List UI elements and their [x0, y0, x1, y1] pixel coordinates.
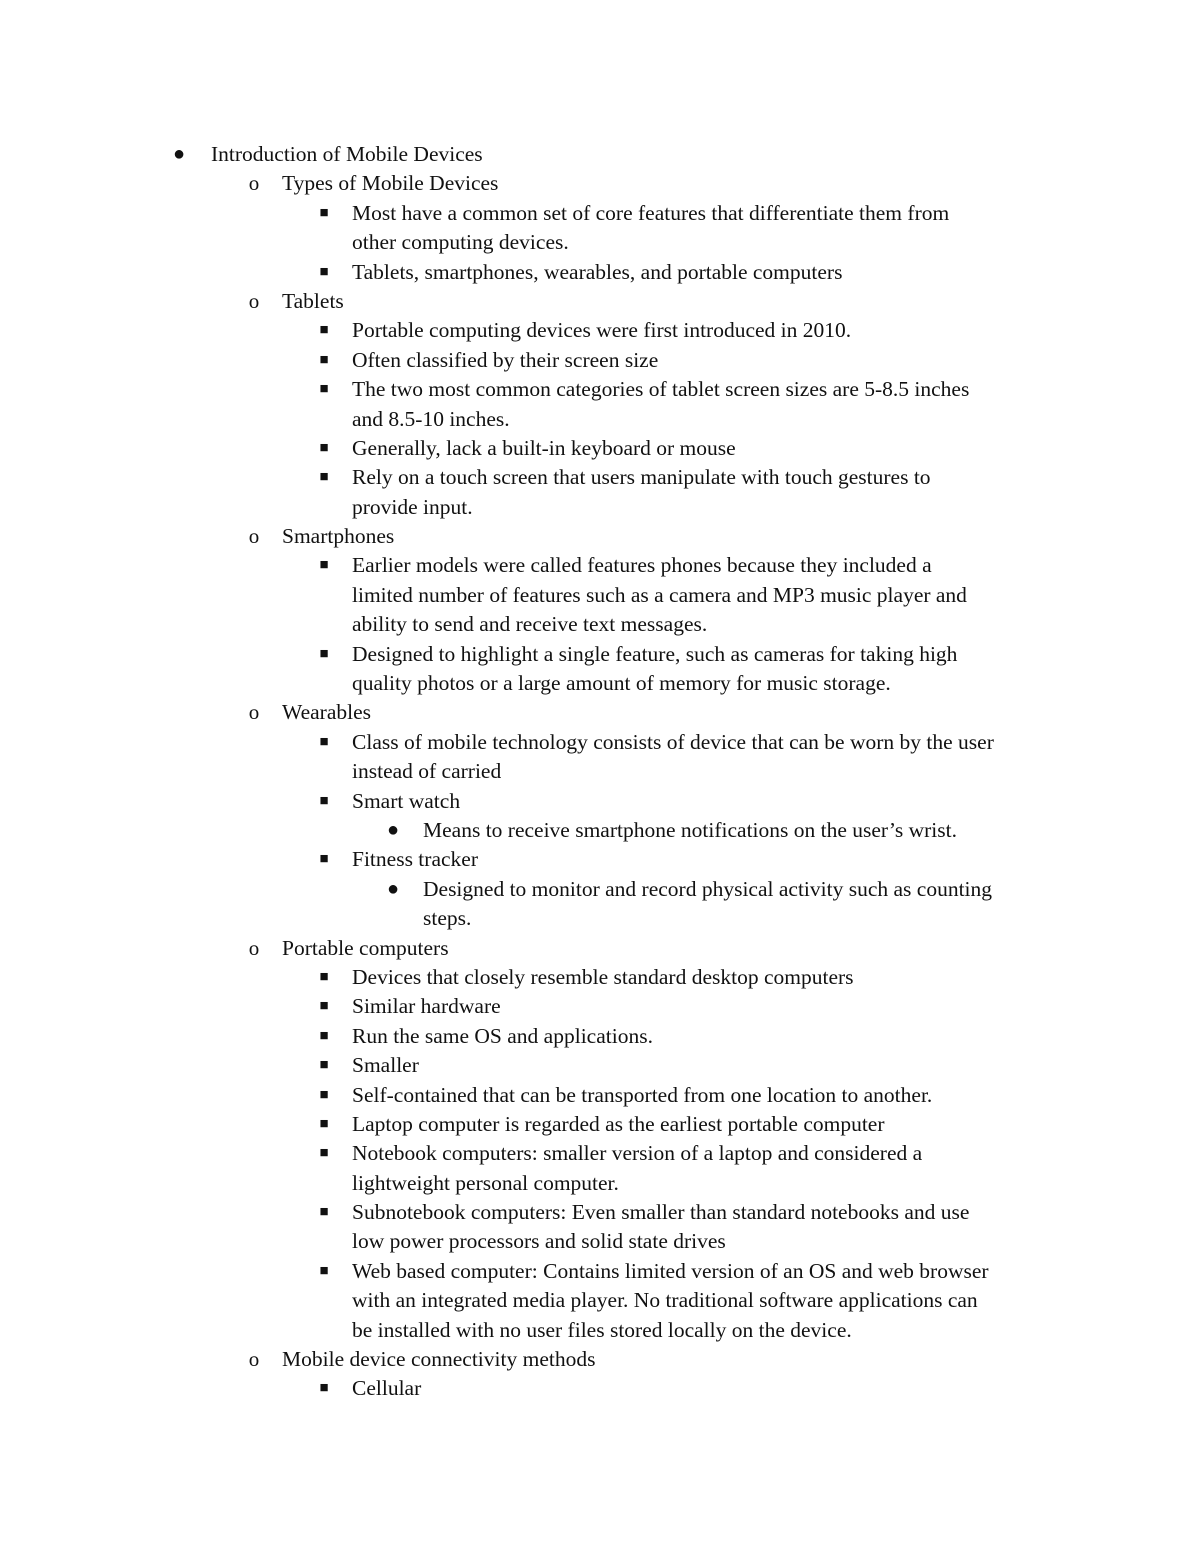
- bullet-level3: ■: [319, 998, 329, 1015]
- list-item-text: Subnotebook computers: Even smaller than standard notebooks and use: [352, 1200, 970, 1225]
- list-item: [0, 1110, 1200, 1139]
- list-item-continuation: [0, 581, 1200, 610]
- section-heading: Smartphones: [282, 524, 395, 549]
- bullet-level1: ●: [172, 143, 186, 165]
- list-item-text: Rely on a touch screen that users manipulate with touch gestures to: [352, 465, 931, 490]
- list-item-text: Portable computing devices were first introduced in 2010.: [352, 318, 852, 343]
- list-item-continuation: [0, 1227, 1200, 1256]
- section-heading-row: [0, 169, 1200, 198]
- list-item-text: Cellular: [352, 1376, 422, 1401]
- list-item-text: provide input.: [352, 494, 473, 519]
- sub-list-item-text: Designed to monitor and record physical activity such as counting: [423, 876, 993, 901]
- bullet-level2: o: [248, 1347, 260, 1372]
- section-heading-row: [0, 287, 1200, 316]
- list-item-text: The two most common categories of tablet screen sizes are 5-8.5 inches: [352, 377, 970, 402]
- bullet-level2: o: [248, 700, 260, 725]
- list-item-text: ability to send and receive text messages.: [352, 612, 708, 637]
- section-heading: Mobile device connectivity methods: [282, 1347, 596, 1372]
- bullet-level2: o: [248, 935, 260, 960]
- list-item-text: Earlier models were called features phones because they included a: [352, 553, 932, 578]
- bullet-level3: ■: [319, 381, 329, 398]
- section-heading-row: [0, 698, 1200, 727]
- bullet-level3: ■: [319, 792, 329, 809]
- list-item-text: Run the same OS and applications.: [352, 1023, 653, 1048]
- sub-list-item: [0, 875, 1200, 904]
- list-item: [0, 375, 1200, 404]
- list-item-text: other computing devices.: [352, 230, 569, 255]
- sub-list-item: [0, 816, 1200, 845]
- bullet-level3: ■: [319, 645, 329, 662]
- bullet-level4: ●: [386, 818, 400, 841]
- list-item: [0, 1051, 1200, 1080]
- list-item-continuation: [0, 405, 1200, 434]
- list-item: [0, 1374, 1200, 1403]
- section-heading: Wearables: [282, 700, 371, 725]
- bullet-level3: ■: [319, 733, 329, 750]
- list-item-text: Tablets, smartphones, wearables, and portable computers: [352, 259, 843, 284]
- bullet-level4: ●: [386, 877, 400, 900]
- section-heading-row: [0, 522, 1200, 551]
- list-item-text: instead of carried: [352, 759, 502, 784]
- list-item-text: with an integrated media player. No traditional software applications can: [352, 1288, 978, 1313]
- list-item-continuation: [0, 1286, 1200, 1315]
- sub-list-item-text: steps.: [423, 906, 472, 931]
- list-item: [0, 199, 1200, 228]
- bullet-level3: ■: [319, 1262, 329, 1279]
- document-page: [0, 140, 1200, 1404]
- list-item-text: Self-contained that can be transported from one location to another.: [352, 1082, 933, 1107]
- list-item: [0, 1257, 1200, 1286]
- bullet-level3: ■: [319, 1086, 329, 1103]
- list-item-text: Notebook computers: smaller version of a laptop and considered a: [352, 1141, 923, 1166]
- list-item-text: Often classified by their screen size: [352, 347, 659, 372]
- list-item-text: Class of mobile technology consists of device that can be worn by the user: [352, 729, 994, 754]
- bullet-level3: ■: [319, 263, 329, 280]
- list-item-continuation: [0, 610, 1200, 639]
- list-item: [0, 787, 1200, 816]
- section-heading: Portable computers: [282, 935, 449, 960]
- list-item-continuation: [0, 757, 1200, 786]
- list-item-text: Fitness tracker: [352, 847, 478, 872]
- bullet-level3: ■: [319, 851, 329, 868]
- bullet-level3: ■: [319, 557, 329, 574]
- outline-title-row: [0, 140, 1200, 169]
- list-item-continuation: [0, 228, 1200, 257]
- list-item-text: Designed to highlight a single feature, such as cameras for taking high: [352, 641, 958, 666]
- bullet-level2: o: [248, 171, 260, 196]
- list-item: [0, 640, 1200, 669]
- sub-list-item-text: Means to receive smartphone notifications on the user’s wrist.: [423, 817, 957, 842]
- list-item-text: Web based computer: Contains limited version of an OS and web browser: [352, 1258, 989, 1283]
- bullet-level3: ■: [319, 1057, 329, 1074]
- list-item-text: Laptop computer is regarded as the earliest portable computer: [352, 1111, 885, 1136]
- bullet-level3: ■: [319, 322, 329, 339]
- list-item-text: limited number of features such as a camera and MP3 music player and: [352, 582, 967, 607]
- list-item: [0, 1139, 1200, 1168]
- bullet-level3: ■: [319, 469, 329, 486]
- bullet-level3: ■: [319, 1380, 329, 1397]
- list-item: [0, 434, 1200, 463]
- bullet-level3: ■: [319, 1027, 329, 1044]
- bullet-level3: ■: [319, 968, 329, 985]
- section-heading-row: [0, 934, 1200, 963]
- bullet-level3: ■: [319, 1115, 329, 1132]
- list-item-text: be installed with no user files stored locally on the device.: [352, 1317, 852, 1342]
- bullet-level3: ■: [319, 1145, 329, 1162]
- list-item: [0, 992, 1200, 1021]
- list-item: [0, 1022, 1200, 1051]
- bullet-level3: ■: [319, 204, 329, 221]
- list-item-continuation: [0, 1316, 1200, 1345]
- outline-title: Introduction of Mobile Devices: [211, 142, 483, 166]
- list-item-text: and 8.5-10 inches.: [352, 406, 510, 431]
- list-item-continuation: [0, 669, 1200, 698]
- list-item-text: low power processors and solid state drives: [352, 1229, 726, 1254]
- list-item-text: Smart watch: [352, 788, 461, 813]
- list-item-text: quality photos or a large amount of memory for music storage.: [352, 671, 891, 696]
- list-item-text: lightweight personal computer.: [352, 1170, 619, 1195]
- list-item-continuation: [0, 1169, 1200, 1198]
- list-item-text: Smaller: [352, 1053, 419, 1078]
- list-item: [0, 963, 1200, 992]
- list-item: [0, 551, 1200, 580]
- list-item-text: Devices that closely resemble standard desktop computers: [352, 964, 854, 989]
- bullet-level2: o: [248, 288, 260, 313]
- section-heading: Types of Mobile Devices: [282, 171, 499, 196]
- list-item-text: Generally, lack a built-in keyboard or mouse: [352, 435, 736, 460]
- bullet-level3: ■: [319, 439, 329, 456]
- list-item-continuation: [0, 493, 1200, 522]
- list-item-text: Similar hardware: [352, 994, 501, 1019]
- list-item: [0, 463, 1200, 492]
- bullet-level2: o: [248, 524, 260, 549]
- list-item: [0, 845, 1200, 874]
- section-heading: Tablets: [282, 288, 344, 313]
- list-item: [0, 346, 1200, 375]
- bullet-level3: ■: [319, 351, 329, 368]
- list-item: [0, 258, 1200, 287]
- sub-list-item-continuation: [0, 904, 1200, 933]
- list-item: [0, 1198, 1200, 1227]
- section-heading-row: [0, 1345, 1200, 1374]
- list-item-text: Most have a common set of core features that differentiate them from: [352, 200, 950, 225]
- list-item: [0, 728, 1200, 757]
- bullet-level3: ■: [319, 1204, 329, 1221]
- list-item: [0, 316, 1200, 345]
- list-item: [0, 1081, 1200, 1110]
